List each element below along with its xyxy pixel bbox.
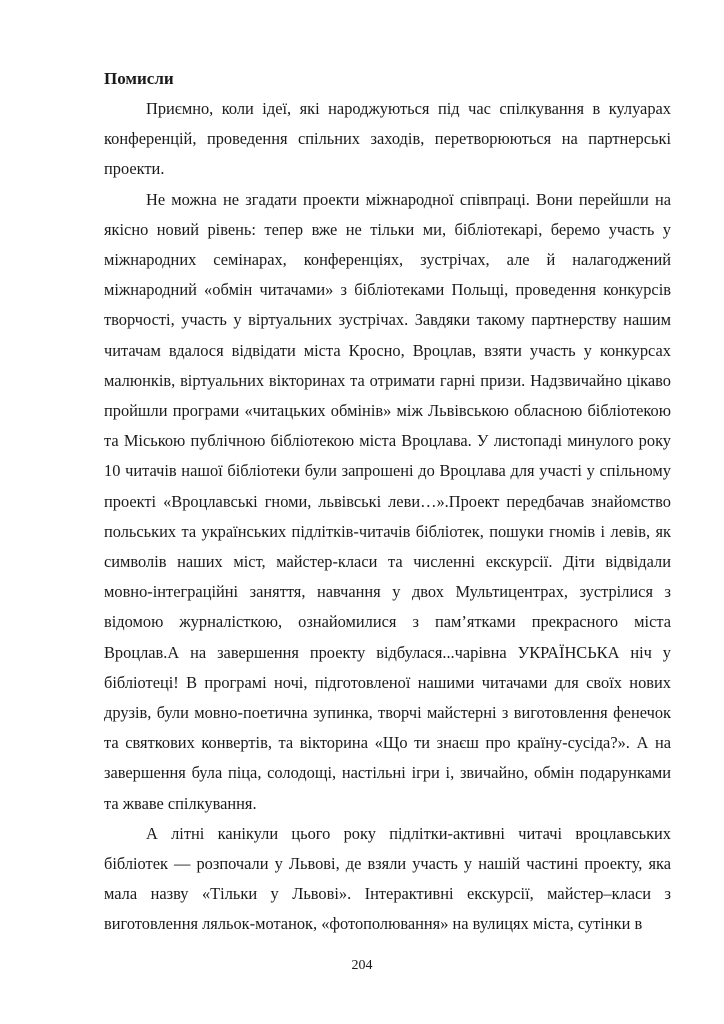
page-body (104, 64, 671, 940)
paragraph-3: А літні канікули цього року підлітки-активні читачі вроцлавських бібліотек — розпочали у Львові, де взяли участь у нашій частині проекту, яка мала назву «Тільки у Львові». Інтерактивні екскурсії, майстер–класи з виготовлення ляльок-мотанок, «фотополювання» на вулицях міста, сутінки в (104, 823, 671, 934)
paragraph-1: Приємно, коли ідеї, які народжуються під час спілкування в кулуарах конференцій, проведення спільних заходів, перетворюються на партнерські проекти. (104, 99, 671, 179)
section-heading: Помисли (104, 69, 174, 88)
paragraph-2: Не можна не згадати проекти міжнародної співпраці. Вони перейшли на якісно новий рівень: тепер вже не тільки ми, бібліотекарі, беремо участь у міжнародних семінарах, конференціях, зустрічах, але й налагоджений міжнародний «обмін читачами» з бібліотеками Польщі, проведення конкурсів творчості, участь у віртуальних зустрічах. Завдяки такому партнерству нашим читачам вдалося відвідати міста Кросно, Вроцлав, взяти участь у конкурсах малюнків, віртуальних вікторинах та отримати гарні призи. Надзвичайно цікаво пройшли програми «читацьких обмінів» між Львівською обласною бібліотекою та Міською публічною бібліотекою міста Вроцлава. У листопаді минулого року 10 читачів нашої бібліотеки були запрошені до Вроцлава для участі у спільному проекті «Вроцлавські гноми, львівські леви…».Проект передбачав знайомство польських та українських підлітків-читачів бібліотек, пошуки гномів і левів, як символів наших міст, майстер-класи та численні екскурсії. Діти відвідали мовно-інтеграційні заняття, навчання у двох Мультицентрах, зустрілися з відомою журналісткою, ознайомилися з пам’ятками прекрасного міста Вроцлав.А на завершення проекту відбулася...чарівна УКРАЇНСЬКА ніч у бібліотеці! В програмі ночі, підготовленої нашими читачами для своїх нових друзів, були мовно-поетична зупинка, творчі майстерні з виготовлення фенечок та святкових конвертів, та вікторина «Що ти знаєш про країну-сусіда?». А на завершення була піца, солодощі, настільні ігри і, звичайно, обмін подарунками та жваве спілкування. (104, 189, 671, 813)
page-number: 204 (351, 958, 373, 973)
